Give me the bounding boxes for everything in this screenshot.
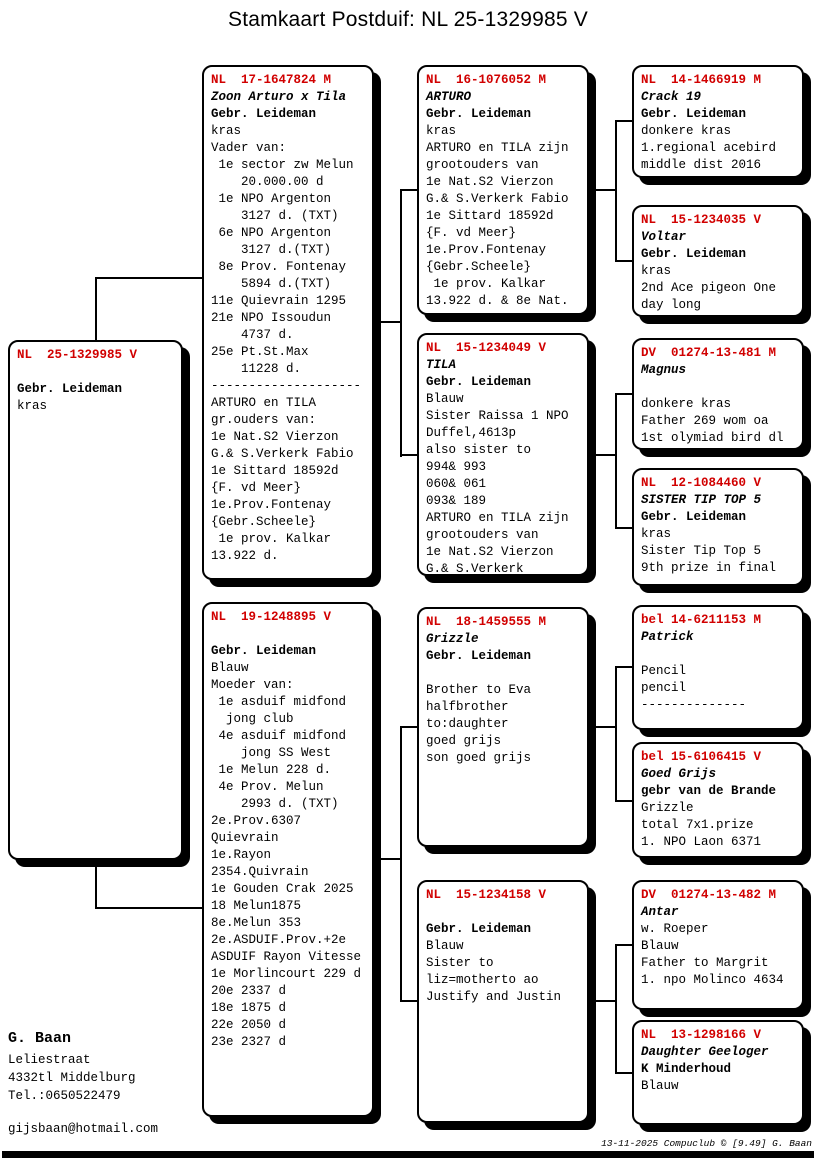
pedigree-line: {F. vd Meer} [211,481,302,495]
pedigree-line: grootouders van [426,158,539,172]
pedigree-line: kras [641,264,672,278]
connector-line [591,454,617,456]
pedigree-line: 2e.Prov.6307 [211,814,302,828]
pedigree-line: 1e Nat.S2 Vierzon [426,545,554,559]
pedigree-line: jong club [211,712,294,726]
pedigree-line: 1e Morlincourt 229 d [211,967,362,981]
pedigree-line: G.& S.Verkerk Fabio [426,192,569,206]
pedigree-line: K Minderhoud [641,1062,732,1076]
pedigree-line: gebr van de Brande [641,784,777,798]
connector-line [95,277,97,342]
connector-line [400,726,418,728]
connector-line [400,1000,418,1002]
pedigree-box-subject [8,340,183,860]
pedigree-line [211,626,365,643]
connector-line [400,189,418,191]
pedigree-box-ggparent-7 [632,880,804,1010]
connector-line [376,858,402,860]
connector-line [615,527,633,529]
owner-email: gijsbaan@hotmail.com [8,1122,159,1136]
connector-line [400,726,402,1002]
pedigree-line: {Gebr.Scheele} [426,260,532,274]
pedigree-line: halfbrother [426,700,509,714]
pedigree-line: Sister to [426,956,494,970]
pedigree-line: Moeder van: [211,678,294,692]
pedigree-box-ggparent-3 [632,338,804,450]
pedigree-line: 25e Pt.St.Max [211,345,309,359]
pedigree-line: Daughter Geeloger [641,1045,769,1059]
pedigree-line: 1e.Rayon [211,848,272,862]
pedigree-box-ggparent-4 [632,468,804,586]
pedigree-box-ggparent-6 [632,742,804,858]
pedigree-line: Duffel,4613p [426,426,517,440]
connector-line [615,393,633,395]
pedigree-line: Magnus [641,363,687,377]
pedigree-line: ARTURO en TILA [211,396,317,410]
pedigree-box-granddam-maternal [417,880,589,1123]
pedigree-line: 3127 d. (TXT) [211,209,339,223]
pedigree-line: Gebr. Leideman [211,644,317,658]
pedigree-line: Gebr. Leideman [641,247,747,261]
pedigree-line: son goed grijs [426,751,532,765]
pedigree-line: Gebr. Leideman [426,922,532,936]
connector-line [615,1072,633,1074]
pedigree-line: 22e 2050 d [211,1018,287,1032]
connector-line [95,907,204,909]
ring-number: NL 13-1298166 V [641,1028,762,1042]
pedigree-line: 11228 d. [211,362,302,376]
pedigree-line: 1e asduif midfond [211,695,347,709]
pedigree-line: goed grijs [426,734,502,748]
connector-line [615,944,617,1074]
pedigree-line: liz=motherto ao [426,973,539,987]
pedigree-line: 1e NPO Argenton [211,192,332,206]
pedigree-line: Voltar [641,230,687,244]
pedigree-line: Grizzle [426,632,479,646]
pedigree-line: Vader van: [211,141,287,155]
pedigree-line: Quievrain [211,831,279,845]
pedigree-line: 6e NPO Argenton [211,226,332,240]
pedigree-line: ARTURO en TILA zijn [426,511,569,525]
pedigree-line: Blauw [641,1079,679,1093]
owner-phone: Tel.:0650522479 [8,1089,121,1103]
pedigree-line: Goed Grijs [641,767,717,781]
pedigree-line: Zoon Arturo x Tila [211,90,347,104]
pedigree-line: 13.922 d. & 8e Nat. [426,294,569,308]
pedigree-line: 1e Sittard 18592d [211,464,339,478]
pedigree-line: 1e Melun 228 d. [211,763,332,777]
pedigree-line: G.& S.Verkerk [426,562,524,576]
ring-number: DV 01274-13-482 M [641,888,777,902]
pedigree-line: 1e prov. Kalkar [426,277,547,291]
pedigree-line: total 7x1.prize [641,818,754,832]
ring-number: bel 15-6106415 V [641,750,762,764]
pedigree-line: Gebr. Leideman [641,510,747,524]
pedigree-line: 23e 2327 d [211,1035,287,1049]
connector-line [615,944,633,946]
pedigree-line: 2354.Quivrain [211,865,309,879]
pedigree-line: jong SS West [211,746,332,760]
ring-number: NL 17-1647824 M [211,73,332,87]
page-bottom-border [2,1151,814,1158]
pedigree-line: TILA [426,358,457,372]
pedigree-line [17,364,174,381]
pedigree-line: grootouders van [426,528,539,542]
pedigree-line: 4737 d. [211,328,294,342]
pedigree-line: 2e.ASDUIF.Prov.+2e [211,933,347,947]
ring-number: NL 25-1329985 V [17,348,138,362]
pedigree-line: Gebr. Leideman [641,107,747,121]
connector-line [615,393,617,529]
ring-number: DV 01274-13-481 M [641,346,777,360]
connector-line [615,666,617,802]
pedigree-line: 5894 d.(TXT) [211,277,332,291]
pedigree-line: Pencil [641,664,687,678]
pedigree-line: Father 269 wom oa [641,414,769,428]
connector-line [615,120,633,122]
connector-line [591,726,617,728]
pedigree-line: 1e Nat.S2 Vierzon [211,430,339,444]
pedigree-line: {Gebr.Scheele} [211,515,317,529]
owner-city: 4332tl Middelburg [8,1071,136,1085]
pedigree-line: ARTURO [426,90,472,104]
pedigree-line: 994& 993 [426,460,487,474]
pedigree-line: 2993 d. (TXT) [211,797,339,811]
pedigree-line: SISTER TIP TOP 5 [641,493,762,507]
pedigree-line: 4e asduif midfond [211,729,347,743]
pedigree-line: 20e 2337 d [211,984,287,998]
pedigree-line: Crack 19 [641,90,702,104]
pedigree-line: Blauw [211,661,249,675]
connector-line [95,858,97,909]
pedigree-line: 11e Quievrain 1295 [211,294,347,308]
pedigree-line: 1e.Prov.Fontenay [426,243,547,257]
pedigree-line: also sister to [426,443,532,457]
pedigree-line: 1e sector zw Melun [211,158,354,172]
pedigree-box-grandsire-paternal [417,65,589,315]
connector-line [615,260,633,262]
pedigree-line: G.& S.Verkerk Fabio [211,447,354,461]
connector-line [591,189,617,191]
connector-line [400,189,402,457]
pedigree-box-sire [202,65,374,580]
pedigree-line: 3127 d.(TXT) [211,243,332,257]
pedigree-line: 060& 061 [426,477,487,491]
pedigree-line: 1.regional acebird [641,141,777,155]
pedigree-line: 1e prov. Kalkar [211,532,332,546]
pedigree-line: 20.000.00 d [211,175,324,189]
ring-number: NL 16-1076052 M [426,73,547,87]
pedigree-line: Gebr. Leideman [211,107,317,121]
pedigree-line: Blauw [641,939,679,953]
pedigree-line: -------------------- [211,379,362,393]
pedigree-line [641,646,795,663]
pedigree-line: Gebr. Leideman [426,107,532,121]
pedigree-line: Father to Margrit [641,956,769,970]
pedigree-line: 1e Nat.S2 Vierzon [426,175,554,189]
pedigree-line: 13.922 d. [211,549,279,563]
pedigree-box-grandsire-maternal [417,607,589,847]
ring-number: NL 18-1459555 M [426,615,547,629]
pedigree-line: 18 Melun1875 [211,899,302,913]
pedigree-line: middle dist 2016 [641,158,762,172]
ring-number: NL 12-1084460 V [641,476,762,490]
pedigree-line [641,379,795,396]
connector-line [400,454,418,456]
pedigree-line: Brother to Eva [426,683,532,697]
pedigree-line [426,904,580,921]
pedigree-line: 2nd Ace pigeon One [641,281,777,295]
pedigree-line: kras [641,527,672,541]
pedigree-line: 21e NPO Issoudun [211,311,332,325]
ring-number: NL 19-1248895 V [211,610,332,624]
pedigree-line: Gebr. Leideman [17,382,123,396]
pedigree-line: Sister Tip Top 5 [641,544,762,558]
pedigree-box-ggparent-2 [632,205,804,317]
pedigree-line: Grizzle [641,801,694,815]
page-title: Stamkaart Postduif: NL 25-1329985 V [228,8,588,31]
owner-name: G. Baan [8,1030,72,1047]
pedigree-line: 1e.Prov.Fontenay [211,498,332,512]
pedigree-line: to:daughter [426,717,509,731]
pedigree-line: Gebr. Leideman [426,649,532,663]
pedigree-line: 1. NPO Laon 6371 [641,835,762,849]
pedigree-line: donkere kras [641,124,732,138]
ring-number: NL 14-1466919 M [641,73,762,87]
owner-street: Leliestraat [8,1053,91,1067]
pedigree-line: 093& 189 [426,494,487,508]
pedigree-line: Justify and Justin [426,990,562,1004]
pedigree-box-ggparent-8 [632,1020,804,1125]
pedigree-box-granddam-paternal [417,333,589,576]
pedigree-box-ggparent-5 [632,605,804,730]
pedigree-line: 1. npo Molinco 4634 [641,973,784,987]
pedigree-line: Patrick [641,630,694,644]
ring-number: NL 15-1234049 V [426,341,547,355]
pedigree-line: {F. vd Meer} [426,226,517,240]
pedigree-line: day long [641,298,702,312]
connector-line [95,277,204,279]
pedigree-line: Blauw [426,939,464,953]
pedigree-line: kras [426,124,457,138]
pedigree-line [426,665,580,682]
pedigree-box-ggparent-1 [632,65,804,178]
pedigree-line: w. Roeper [641,922,709,936]
pedigree-line: 18e 1875 d [211,1001,287,1015]
pedigree-line: kras [211,124,242,138]
pedigree-line: 9th prize in final [641,561,777,575]
pedigree-line: Sister Raissa 1 NPO [426,409,569,423]
pedigree-line: kras [17,399,48,413]
pedigree-line: -------------- [641,698,747,712]
pedigree-line: gr.ouders van: [211,413,317,427]
connector-line [376,321,402,323]
software-credit: 13-11-2025 Compuclub © [9.49] G. Baan [601,1138,812,1149]
connector-line [591,1000,617,1002]
pedigree-line: Gebr. Leideman [426,375,532,389]
pedigree-line: 1e Sittard 18592d [426,209,554,223]
pedigree-line: 1st olymiad bird dl [641,431,784,445]
pedigree-line: 1e Gouden Crak 2025 [211,882,354,896]
pedigree-line: ARTURO en TILA zijn [426,141,569,155]
pedigree-line: ASDUIF Rayon Vitesse [211,950,362,964]
pedigree-line: donkere kras [641,397,732,411]
pedigree-line: 8e Prov. Fontenay [211,260,347,274]
pedigree-box-dam [202,602,374,1117]
pedigree-line: 8e.Melun 353 [211,916,302,930]
connector-line [615,666,633,668]
ring-number: NL 15-1234158 V [426,888,547,902]
ring-number: NL 15-1234035 V [641,213,762,227]
pedigree-line: Blauw [426,392,464,406]
connector-line [615,120,617,262]
connector-line [615,800,633,802]
pedigree-line: 4e Prov. Melun [211,780,324,794]
pedigree-line: pencil [641,681,687,695]
ring-number: bel 14-6211153 M [641,613,762,627]
pedigree-line: Antar [641,905,679,919]
